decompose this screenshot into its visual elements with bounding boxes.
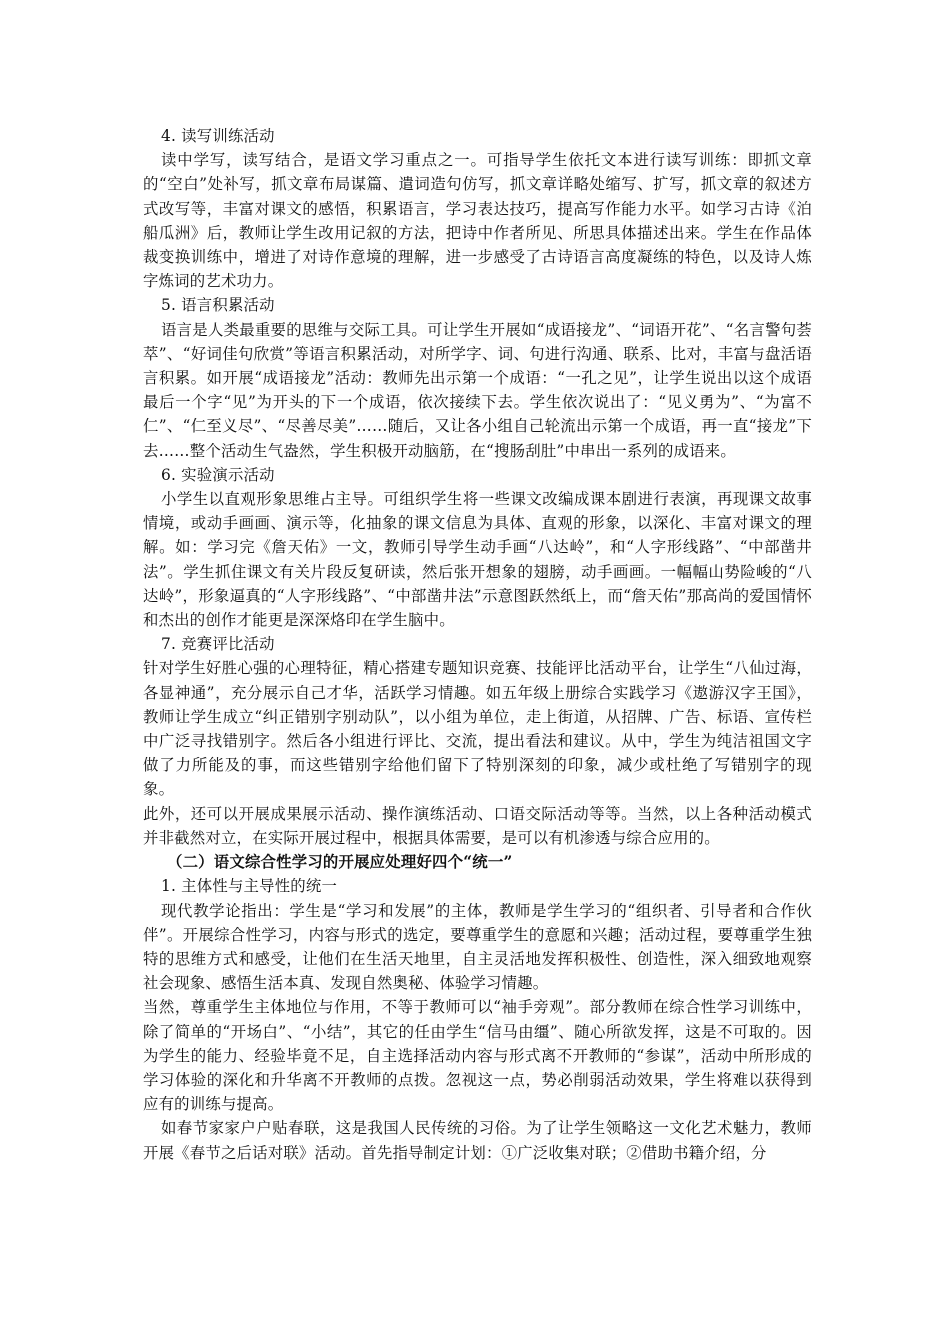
paragraph: 现代教学论指出：学生是“学习和发展”的主体，教师是学生学习的“组织者、引导者和合作伙伴”。开展综合性学习，内容与形式的选定，要尊重学生的意愿和兴趣；活动过程，要尊重学生独特的思维方式和感受，让他们在生活天地里，自主灵活地发挥积极性、创造性，深入细致地观察社会现象、感悟生活本真、发现自然奥秘、体验学习情趣。: [143, 901, 812, 993]
paragraph: 读中学写，读写结合，是语文学习重点之一。可指导学生依托文本进行读写训练：即抓文章的“空白”处补写，抓文章布局谋篇、遣词造句仿写，抓文章详略处缩写、扩写，抓文章的叙述方式改写等，丰富对课文的感悟，积累语言，学习表达技巧，提高写作能力水平。如学习古诗《泊船瓜洲》后，教师让学生改用记叙的方法，把诗中作者所见、所思具体描述出来。学生在作品体裁变换训练中，增进了对诗作意境的理解，进一步感受了古诗语言高度凝练的特色，以及诗人炼字炼词的艺术功力。: [143, 151, 812, 291]
heading-competition: 7. 竞赛评比活动: [161, 635, 275, 654]
paragraph: 语言是人类最重要的思维与交际工具。可让学生开展如“成语接龙”、“词语开花”、“名言警句荟萃”、“好词佳句欣赏”等语言积累活动，对所学字、词、句进行沟通、联系、比对，丰富与盘活语言积累。如开展“成语接龙”活动：教师先出示第一个成语：“一孔之见”，让学生说出以这个成语最后一个字“见”为开头的下一个成语，依次接续下去。学生依次说出了：“见义勇为”、“为富不仁”、“仁至义尽”、“尽善尽美”……随后，又让各小组自己轮流出示第一个成语，再一直“接龙”下去……整个活动生气盎然，学生积极开动脑筋，在“搜肠刮肚”中串出一系列的成语来。: [143, 320, 812, 460]
paragraph: 针对学生好胜心强的心理特征，精心搭建专题知识竞赛、技能评比活动平台，让学生“八仙过海，各显神通”，充分展示自己才华，活跃学习情趣。如五年级上册综合实践学习《遨游汉字王国》，教师让学生成立“纠正错别字别动队”，以小组为单位，走上街道，从招牌、广告、标语、宣传栏中广泛寻找错别字。然后各小组进行评比、交流，提出看法和建议。从中，学生为纯洁祖国文字做了力所能及的事，而这些错别字给他们留下了特别深刻的印象，减少或杜绝了写错别字的现象。: [143, 659, 812, 799]
heading-subjectivity: 1. 主体性与主导性的统一: [161, 877, 338, 896]
section-heading: （二）语文综合性学习的开展应处理好四个“统一”: [167, 853, 513, 872]
paragraph: 当然，尊重学生主体地位与作用，不等于教师可以“袖手旁观”。部分教师在综合性学习训练中，除了简单的“开场白”、“小结”，其它的任由学生“信马由缰”、随心所欲发挥，这是不可取的。因为学生的能力、经验毕竟不足，自主选择活动内容与形式离不开教师的“参谋”，活动中所形成的学习体验的深化和升华离不开教师的点拨。忽视这一点，势必削弱活动效果，学生将难以获得到应有的训练与提高。: [143, 998, 812, 1114]
paragraph: 小学生以直观形象思维占主导。可组织学生将一些课文改编成课本剧进行表演，再现课文故事情境，或动手画画、演示等，化抽象的课文信息为具体、直观的形象，以深化、丰富对课文的理解。如：学习完《詹天佑》一文，教师引导学生动手画“八达岭”，和“人字形线路”、“中部凿井法”。学生抓住课文有关片段反复研读，然后张开想象的翅膀，动手画画。一幅幅山势险峻的“八达岭”，形象逼真的“人字形线路”、“中部凿井法”示意图跃然纸上，而“詹天佑”那高尚的爱国情怀和杰出的创作才能更是深深烙印在学生脑中。: [143, 490, 812, 630]
paragraph: 如春节家家户户贴春联，这是我国人民传统的习俗。为了让学生领略这一文化艺术魅力，教师开展《春节之后话对联》活动。首先指导制定计划：①广泛收集对联；②借助书籍介绍，分: [143, 1119, 812, 1162]
heading-language-accumulation: 5. 语言积累活动: [161, 296, 275, 315]
heading-reading-writing: 4. 读写训练活动: [161, 127, 275, 145]
paragraph: 此外，还可以开展成果展示活动、操作演练活动、口语交际活动等等。当然，以上各种活动模式并非截然对立，在实际开展过程中，根据具体需要，是可以有机渗透与综合应用的。: [143, 804, 812, 847]
heading-experiment-demo: 6. 实验演示活动: [161, 465, 275, 484]
